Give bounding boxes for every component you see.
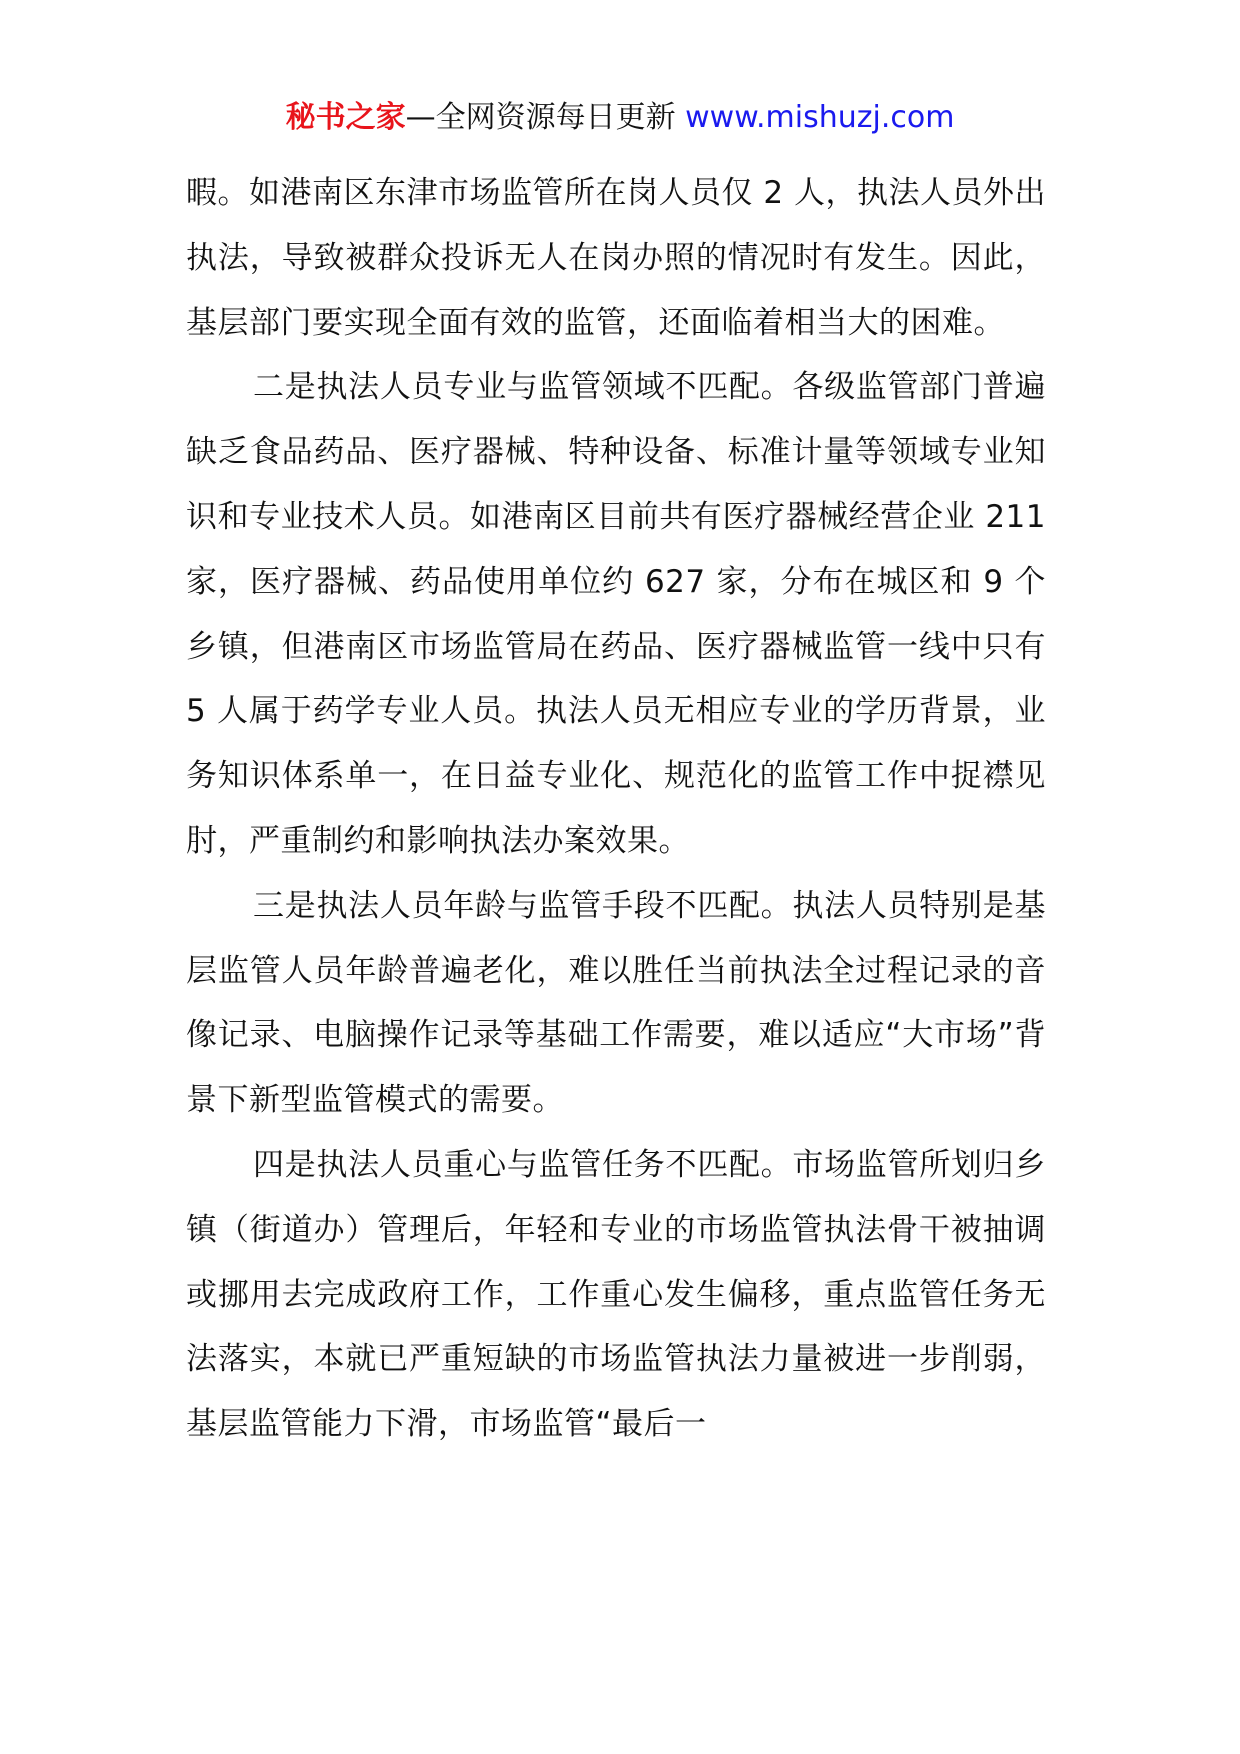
site-url-link[interactable]: www.mishuzj.com xyxy=(685,100,955,135)
brand-name: 秘书之家 xyxy=(285,100,406,135)
paragraph-age-mismatch: 三是执法人员年龄与监管手段不匹配。执法人员特别是基层监管人员年龄普遍老化，难以胜任当前执法全过程记录的音像记录、电脑操作记录等基础工作需要，难以适应“大市场”背景下新型监管模式的需要。 xyxy=(186,887,1046,1119)
header-slogan: —全网资源每日更新 xyxy=(405,100,676,135)
document-body xyxy=(186,161,1046,1457)
paragraph-continued: 暇。如港南区东津市场监管所在岗人员仅 2 人，执法人员外出执法，导致被群众投诉无人在岗办照的情况时有发生。因此，基层部门要实现全面有效的监管，还面临着相当大的困难。 xyxy=(186,175,1046,341)
site-header xyxy=(0,98,1240,138)
paragraph-focus-mismatch: 四是执法人员重心与监管任务不匹配。市场监管所划归乡镇（街道办）管理后，年轻和专业的市场监管执法骨干被抽调或挪用去完成政府工作，工作重心发生偏移，重点监管任务无法落实，本就已严重短缺的市场监管执法力量被进一步削弱，基层监管能力下滑，市场监管“最后一 xyxy=(186,1146,1046,1443)
paragraph-expertise-mismatch: 二是执法人员专业与监管领域不匹配。各级监管部门普遍缺乏食品药品、医疗器械、特种设备、标准计量等领域专业知识和专业技术人员。如港南区目前共有医疗器械经营企业 211 家，医疗器械、药品使用单位约 627 家，分布在城区和 9 个乡镇，但港南区市场监管局在药品、医疗器械监管一线中只有 5 人属于药学专业人员。执法人员无相应专业的学历背景，业务知识体系单一，在日益专业化、规范化的监管工作中捉襟见肘，严重制约和影响执法办案效果。 xyxy=(186,369,1046,859)
